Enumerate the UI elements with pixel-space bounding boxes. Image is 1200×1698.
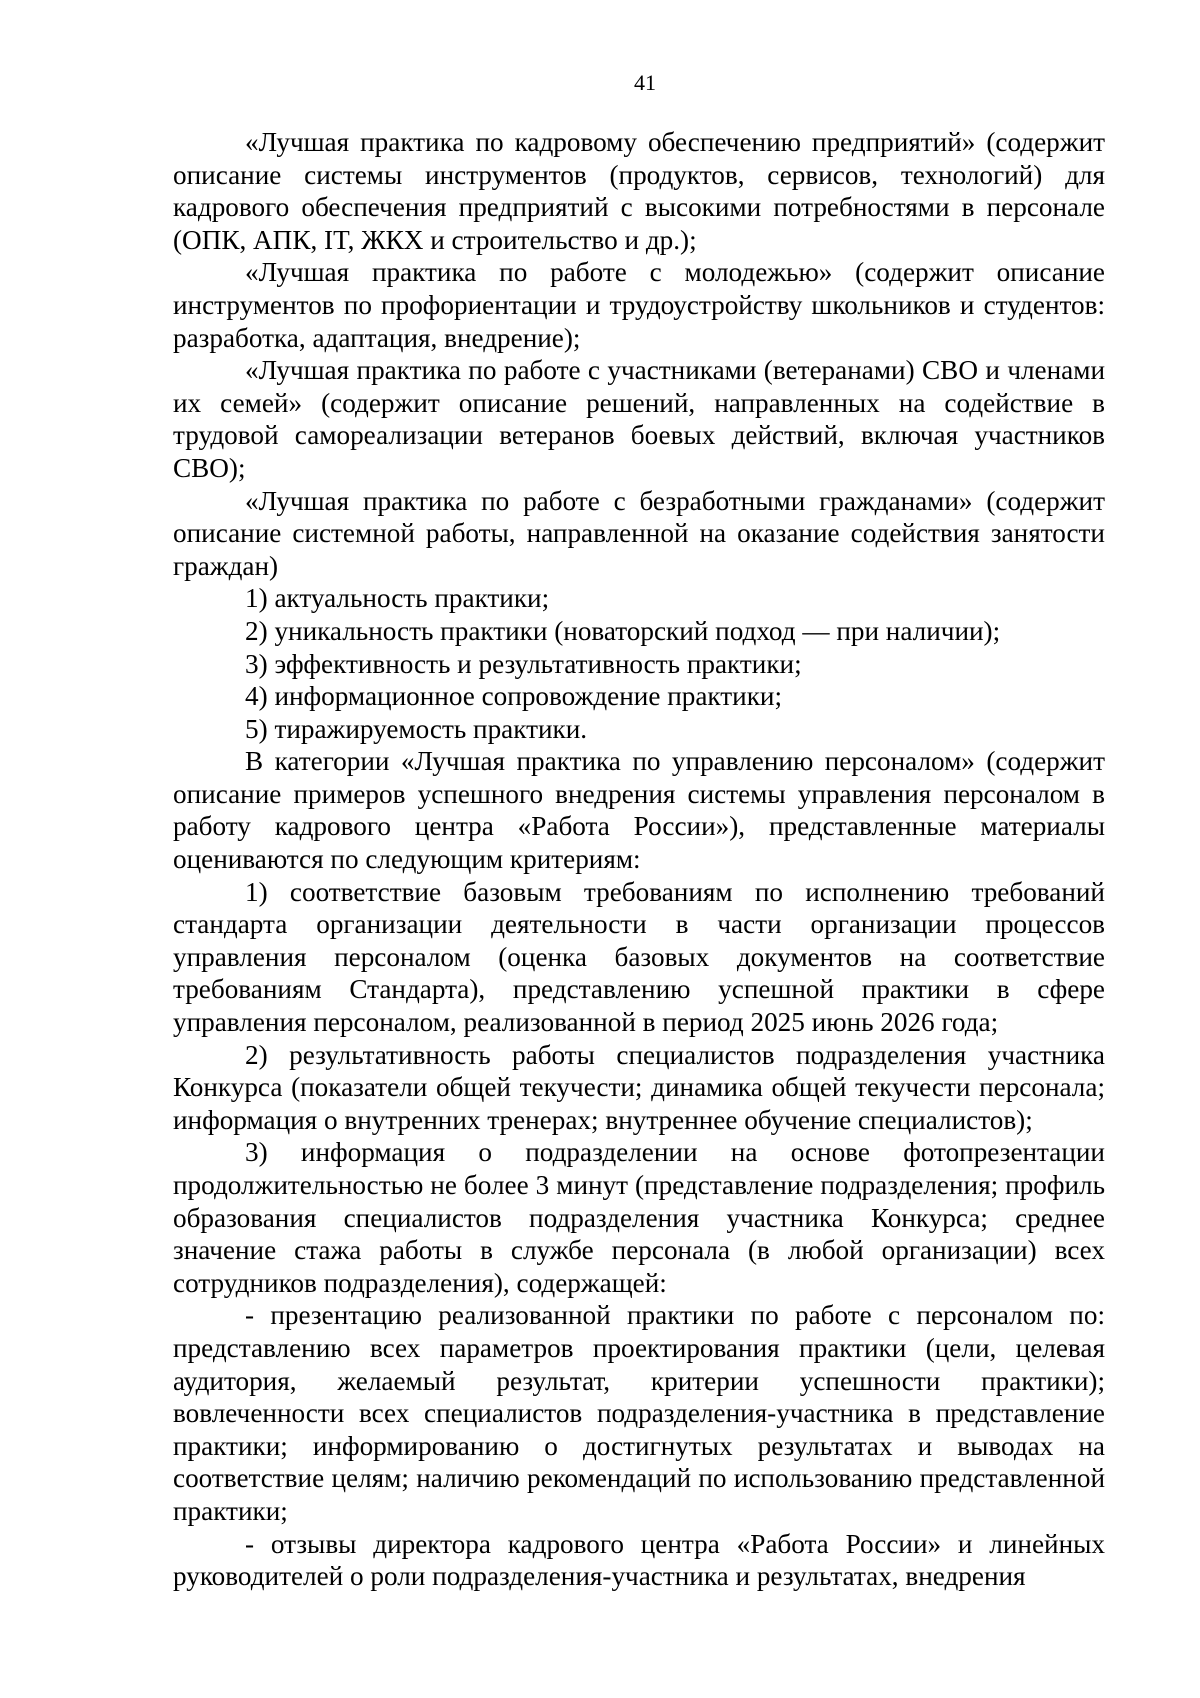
hr-criterion-item-1: 1) соответствие базовым требованиям по исполнению требований стандарта организации деятельности в части организации процессов управления персоналом (оценка базовых документов на соответствие требованиям Стандарта), представлению успешной практики в сфере управления персоналом, реализованной в период 2025 июнь 2026 года; [173,876,1105,1038]
criterion-item-4: 4) информационное сопровождение практики; [245,681,783,712]
criterion-item-3: 3) эффективность и результативность практики; [245,648,802,679]
page-number: 41 [634,70,656,95]
criterion-item-5: 5) тиражируемость практики. [245,713,588,744]
paragraph-svo-practice: «Лучшая практика по работе с участниками (ветеранами) СВО и членами их семей» (содержит описание решений, направленных на содействие в трудовой самореализации ветеранов боевых действий, включая участников СВО); [173,355,1105,483]
paragraph-youth-practice: «Лучшая практика по работе с молодежью» (содержит описание инструментов по профориентации и трудоустройству школьников и студентов: разработка, адаптация, внедрение); [173,257,1105,353]
document-body [173,126,1105,1593]
dash-item-reviews: - отзывы директора кадрового центра «Работа России» и линейных руководителей о роли подразделения-участника и результатах, внедрения [173,1528,1105,1592]
hr-criterion-item-2: 2) результативность работы специалистов подразделения участника Конкурса (показатели общей текучести; динамика общей текучести персонала; информация о внутренних тренерах; внутреннее обучение специалистов); [173,1039,1105,1135]
hr-criterion-item-3: 3) информация о подразделении на основе фотопрезентации продолжительностью не более 3 минут (представление подразделения; профиль образования специалистов подразделения участника Конкурса; среднее значение стажа работы в службе персонала (в любой организации) всех сотрудников подразделения), содержащей: [173,1137,1105,1298]
criterion-item-1: 1) актуальность практики; [245,583,550,614]
paragraph-staffing-practice: «Лучшая практика по кадровому обеспечению предприятий» (содержит описание системы инструментов (продуктов, сервисов, технологий) для кадрового обеспечения предприятий с высокими потребностями в персонале (ОПК, АПК, IT, ЖКХ и строительство и др.); [173,127,1105,255]
paragraph-unemployed-practice: «Лучшая практика по работе с безработными гражданами» (содержит описание системной работы, направленной на оказание содействия занятости граждан) [173,485,1105,581]
paragraph-hr-management-category: В категории «Лучшая практика по управлению персоналом» (содержит описание примеров успешного внедрения системы управления персоналом в работу кадрового центра «Работа России»), представленные материалы оцениваются по следующим критериям: [173,746,1105,875]
criterion-item-2: 2) уникальность практики (новаторский подход — при наличии); [245,615,1001,646]
dash-item-presentation: - презентацию реализованной практики по работе с персоналом по: представлению всех параметров проектирования практики (цели, целевая аудитория, желаемый результат, критерии успешности практики); вовлеченности всех специалистов подразделения-участника в представление практики; информированию о достигнутых результатах и выводах на соответствие целям; наличию рекомендаций по использованию представленной практики; [173,1300,1105,1526]
